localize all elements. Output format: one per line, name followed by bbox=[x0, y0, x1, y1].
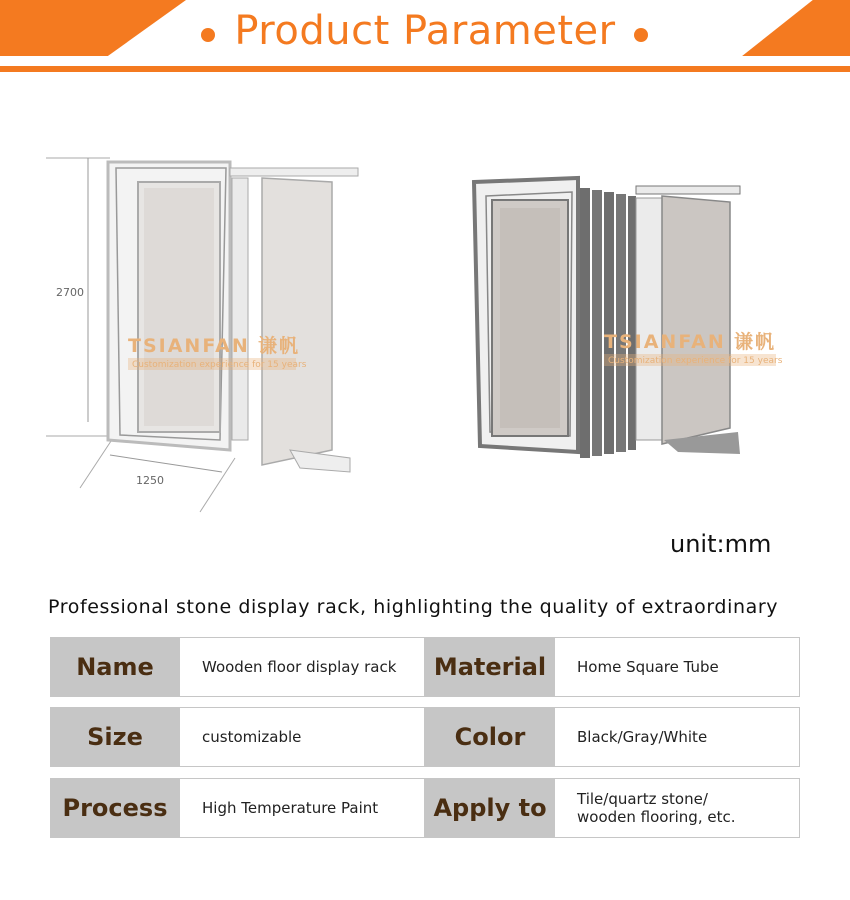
bullet-dot-icon bbox=[634, 28, 648, 42]
height-dimension-label: 2700 bbox=[56, 286, 84, 299]
spec-row bbox=[50, 707, 800, 767]
page-title: Product Parameter bbox=[234, 8, 616, 54]
header-decoration-left bbox=[0, 0, 186, 56]
spec-row bbox=[50, 637, 800, 697]
spec-label: Color bbox=[425, 707, 555, 767]
header bbox=[0, 0, 850, 75]
spec-label: Size bbox=[50, 707, 180, 767]
unit-label: unit:mm bbox=[670, 530, 772, 558]
spec-label: Apply to bbox=[425, 778, 555, 838]
rack-photo bbox=[468, 170, 783, 462]
width-dimension-label: 1250 bbox=[136, 474, 164, 487]
watermark-brand: TSIANFAN bbox=[128, 335, 250, 357]
product-tagline: Professional stone display rack, highlighting the quality of extraordinary bbox=[48, 596, 779, 618]
watermark-brand-cn: 谦帆 bbox=[734, 331, 777, 353]
spec-label: Process bbox=[50, 778, 180, 838]
watermark-tagline: Customization experience for 15 years bbox=[608, 356, 783, 366]
watermark-brand: TSIANFAN bbox=[604, 331, 726, 353]
spec-value: Home Square Tube bbox=[555, 637, 800, 697]
rack-dimension-drawing bbox=[40, 150, 380, 515]
spec-value: Wooden floor display rack bbox=[180, 637, 425, 697]
header-decoration-right bbox=[664, 0, 850, 56]
spec-label: Material bbox=[425, 637, 555, 697]
spec-value: Tile/quartz stone/ wooden flooring, etc. bbox=[555, 778, 800, 838]
spec-value: Black/Gray/White bbox=[555, 707, 800, 767]
spec-value: High Temperature Paint bbox=[180, 778, 425, 838]
spec-row bbox=[50, 778, 800, 838]
spec-label: Name bbox=[50, 637, 180, 697]
spec-value: customizable bbox=[180, 707, 425, 767]
watermark-brand-cn: 谦帆 bbox=[258, 335, 301, 357]
header-underline bbox=[0, 66, 850, 72]
watermark-tagline: Customization experience for 15 years bbox=[132, 360, 307, 370]
